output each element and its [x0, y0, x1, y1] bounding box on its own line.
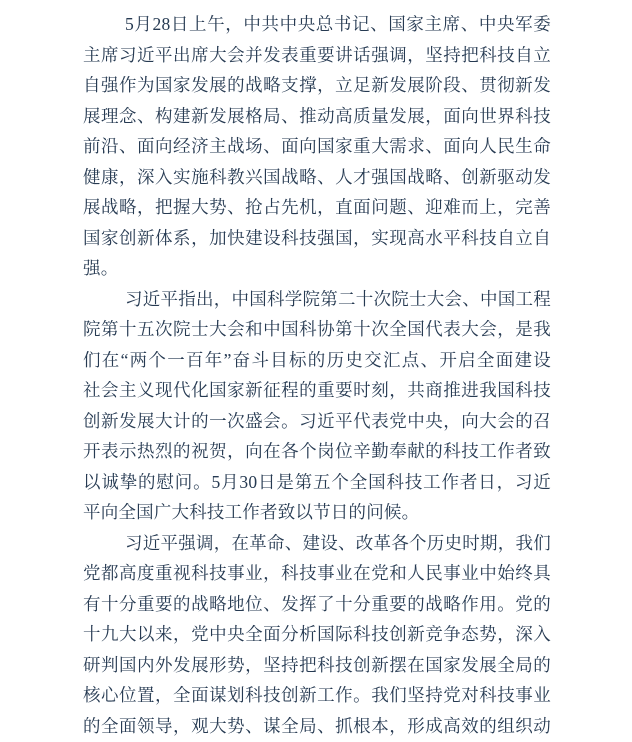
document-line: 十九大以来，党中央全面分析国际科技创新竞争态势，深入 — [83, 624, 551, 644]
document-line: 前沿、面向经济主战场、面向国家重大需求、面向人民生命 — [83, 136, 551, 156]
document-line: 展理念、构建新发展格局、推动高质量发展，面向世界科技 — [83, 105, 551, 126]
document-line: 5月28日上午，中共中央总书记、国家主席、中央军委 — [125, 14, 551, 34]
document-line: 们在“两个一百年”奋斗目标的历史交汇点、开启全面建设 — [83, 349, 551, 370]
paragraph — [83, 9, 551, 284]
document-text — [83, 9, 551, 741]
document-line: 研判国内外发展形势，坚持把科技创新摆在国家发展全局的 — [83, 654, 551, 675]
paragraph — [83, 528, 551, 742]
document-line: 社会主义现代化国家新征程的重要时刻，共商推进我国科技 — [83, 380, 551, 400]
document-line: 展战略，把握大势、抢占先机，直面问题、迎难而上，完善 — [83, 197, 551, 217]
document-line: 党都高度重视科技事业，科技事业在党和人民事业中始终具 — [83, 563, 551, 583]
document-line: 自强作为国家发展的战略支撑，立足新发展阶段、贯彻新发 — [83, 75, 551, 95]
document-line: 主席习近平出席大会并发表重要讲话强调，坚持把科技自立 — [83, 44, 551, 65]
document-line: 平向全国广大科技工作者致以节日的问候。 — [83, 502, 420, 522]
document-line: 健康，深入实施科教兴国战略、人才强国战略、创新驱动发 — [83, 166, 551, 187]
document-line: 有十分重要的战略地位、发挥了十分重要的战略作用。党的 — [83, 593, 551, 614]
document-line: 习近平强调，在革命、建设、改革各个历史时期，我们 — [125, 532, 551, 553]
paragraph — [83, 284, 551, 528]
document-line: 的全面领导，观大势、谋全局、抓根本，形成高效的组织动 — [83, 715, 551, 736]
document-line: 院第十五次院士大会和中国科协第十次全国代表大会，是我 — [83, 319, 551, 339]
document-line: 创新发展大计的一次盛会。习近平代表党中央，向大会的召 — [83, 410, 551, 431]
document-line: 国家创新体系，加快建设科技强国，实现高水平科技自立自 — [83, 227, 551, 248]
document-line: 核心位置，全面谋划科技创新工作。我们坚持党对科技事业 — [83, 685, 551, 705]
document-line: 开表示热烈的祝贺，向在各个岗位辛勤奉献的科技工作者致 — [83, 441, 551, 461]
document-line: 习近平指出，中国科学院第二十次院士大会、中国工程 — [125, 288, 551, 309]
document-line: 强。 — [83, 258, 119, 278]
document-line: 以诚挚的慰问。5月30日是第五个全国科技工作者日，习近 — [83, 471, 551, 492]
